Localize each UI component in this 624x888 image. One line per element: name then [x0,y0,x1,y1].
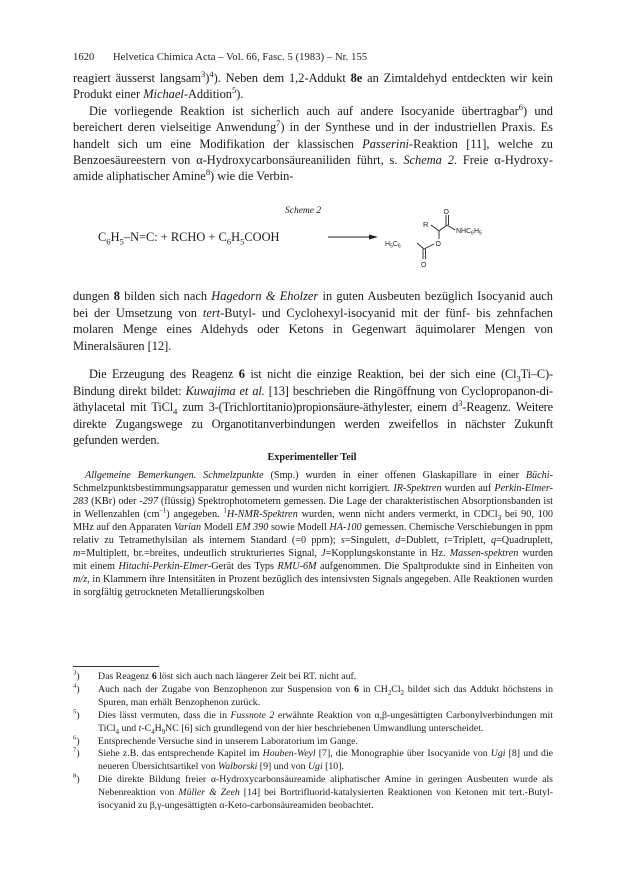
reaction-equation: $C_6H_5-N=C$: + RCHO + $C_6H_5COOH$ [98,230,280,247]
scheme-title: Scheme 2 [285,206,322,216]
page-number: 1620 [73,52,95,63]
carbonyl-oxygen-top: O [443,209,449,216]
section-title: Experimenteller Teil [267,452,357,463]
footnote-7: $^7$) Siehe z.B. das entsprechende Kapitel im Houben-Weyl [7], die Monographie über Isocyanide von Ugi [8] und die neueren Übersichtsartikel von Walborski [9] und von Ugi [10]. [73,747,554,773]
footnote-8: $^8$) Die direkte Bildung freier α-Hydroxycarbonsäureamide aliphatischer Amine in geringen Ausbeuten wurde als Nebenreaktion von Müller & Zeeh [14] bei Bortrifluorid-katalysierten Reaktionen von Ketonen mit tert.-Butyl-isocyanid zu β,γ-ungesättigten α-Keto-carbonsäureamiden beobachtet. [73,772,553,812]
experimental-text [73,470,553,600]
body-text-upper [73,70,553,185]
running-title: Helvetica Chimica Acta – Vol. 66, Fasc. 5 (1983) – Nr. 155 [113,52,368,63]
footnote-4: $^4$) Auch nach der Zugabe von Benzophenon zur Suspension von 6 in $CH_2Cl_2$ bildet sich das Addukt höchstens in Spuren, man erhält Benzophenon zurück. [73,682,553,708]
reaction-scheme [73,206,553,272]
paragraph-4: Die Erzeugung des Reagenz 6 ist nicht die einzige Reaktion, bei der sich eine $(Cl_3Ti-C)$-Bindung direkt bildet: Kuwajima et al. [13] beschrieben die Ringöffnung von Cyclopropanon-di-äthylacetal mit TiCl$_4$ zum 3-(Trichlortitanio)propionsäure-äthylester, einem $d^3$-Reagenz. Weitere direkte Zugangswege zu Organotitanverbindungen werden zweifellos in nächster Zukunft gefunden werden. [73,367,553,448]
carbonyl-oxygen-bottom: O [421,262,427,269]
footnote-6: $^6$) Entsprechende Versuche sind in unserem Laboratorium im Gange. [73,734,358,747]
paragraph-2: Die vorliegende Reaktion ist sicherlich auch auf andere Isocyanide übertragbar$^6$) und bereichert deren vielseitige Anwendung$^7$) in der Synthese und in der industriellen Praxis. Es handelt sich um eine Modifikation der klassischen Passerini-Reaktion [11], welche zu Benzoesäureestern von α-Hydroxycarbonsäureaniliden führt, s. Schema 2. Freie α-Hydroxy-amide aliphatischer Amine$^8$) wie die Verbin- [73,101,554,184]
footnotes [73,671,553,813]
body-text-lower [73,276,553,461]
paragraph-1: reagiert äusserst langsam$^3$)$^4$). Neben dem 1,2-Addukt 8e an Zimtaldehyd entdeckten wir kein Produkt einer Michael-Addition$^5$). [73,68,553,102]
footnote-3: $^3$) Das Reagenz 6 löst sich auch nach längerer Zeit bei RT. nicht auf. [73,669,357,682]
amide-label: $NHC_6H_5$ [456,228,482,237]
footnote-5: $^5$) Dies lässt vermuten, dass die in Fussnote 2 erwähnte Reaktion von α,β-ungesättigten Carbonylverbindungen mit TiCl$_4$ und $t-C_4H_9NC$ [6] sich grundlegend von der hier beschriebenen Umwandlung unterscheidet. [73,708,553,736]
paragraph-3: dungen 8 bilden sich nach Hagedorn & Eholzer in guten Ausbeuten bezüglich Isocyanid auch bei der Umsetzung von tert-Butyl- und Cyclohexyl-isocyanid mit der fünf- bis zehnfachen molaren Menge eines Aldehyds oder Ketons in Gegenwart äquimolarer Mengen von Mineralsäuren [12]. [73,289,553,353]
reaction-arrow [328,230,378,244]
phenyl-label: $H_5C_6$ [385,241,401,250]
page-header [73,52,553,66]
r-group-label: R [423,220,429,229]
footnote-divider [73,666,159,667]
experimental-paragraph: Allgemeine Bemerkungen. Schmelzpunkte (Smp.) wurden in einer offenen Glaskapillare in einer Büchi-Schmelzpunktsbestimmungsapparatur gemessen und wurden nicht korrigiert. IR-Spektren wurden auf Perkin-Elmer-283 (KBr) oder -297 (flüssig) Spektrophotometern gemessen. Die Lage der charakteristischen Absorptionsbanden ist in Wellenzahlen $(cm^{-1})$ angegeben. $^1$H-NMR-Spektren wurden, wenn nicht anders vermerkt, in CDCl$_3$ bei 90, 100 MHz auf den Apparaten Varian Modell EM 390 sowie Modell HA-100 gemessen. Chemische Verschiebungen in ppm relativ zu Tetramethylsilan als internem Standard (=0 ppm); s=Singulett, d=Dublett, t=Triplett, q=Quadruplett, m=Multiplett, br.=breites, undeutlich strukturiertes Signal, J=Kopplungskonstante in Hz. Massen-spektren wurden mit einem Hitachi-Perkin-Elmer-Gerät des Typs RMU-6M aufgenommen. Die Spaltprodukte sind in Einheiten von m/z, in Klammern ihre Intensitäten in Prozent bezüglich des intensivsten Signals angegeben. Alle Reaktionen wurden in sorgfältig getrockneten Metallierungskolben [73,470,554,598]
product-structure [383,208,533,270]
ester-oxygen: O [435,241,441,248]
